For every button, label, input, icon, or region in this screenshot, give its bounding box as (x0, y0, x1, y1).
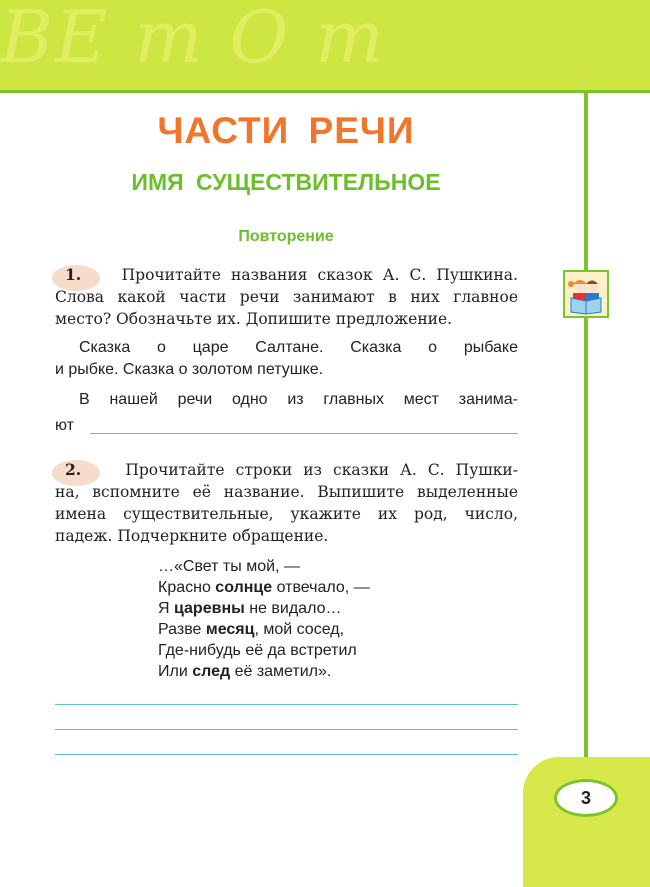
task-line: имена существительные, укажите их род, число, (55, 505, 518, 523)
poem-text: , мой сосед, (254, 621, 345, 638)
task-line: на, вспомните её название. Выпишите выделенные (55, 483, 518, 501)
answer-line[interactable] (55, 754, 518, 755)
highlighted-noun: след (192, 663, 231, 680)
text-line: ют (55, 417, 74, 434)
poem-line (158, 619, 370, 640)
exercise-1-task (55, 264, 518, 330)
highlighted-noun: месяц (205, 621, 255, 638)
task-text: Прочитайте названия сказок А. С. Пушкина. (121, 266, 518, 284)
decor-letters: ВЕ m О m (0, 0, 386, 79)
margin-line (584, 92, 588, 782)
text-line: Сказка о царе Салтане. Сказка о рыбаке (79, 339, 518, 356)
tales-text (55, 337, 518, 381)
poem (158, 556, 370, 682)
poem-text: отвечало, — (272, 579, 370, 596)
poem-text: Где-нибудь её да встретил (158, 642, 357, 659)
highlighted-noun: солнце (215, 579, 273, 596)
answer-line[interactable] (55, 729, 518, 730)
children-reading-icon (563, 270, 609, 318)
corner-tab (523, 757, 650, 887)
task-line: Слова какой части речи занимают в них главное (55, 288, 518, 306)
poem-text: Красно (158, 579, 216, 596)
poem-text: не видало… (244, 600, 342, 617)
page-subtitle: ИМЯ СУЩЕСТВИТЕЛЬНОЕ (131, 169, 441, 195)
poem-line (158, 640, 370, 661)
poem-text: её заметил». (230, 663, 332, 680)
task-line (55, 264, 518, 286)
poem-line (158, 598, 370, 619)
section-heading: Повторение (238, 228, 334, 245)
answer-line[interactable] (55, 704, 518, 705)
poem-text: Разве (158, 621, 206, 638)
task-line: падеж. Подчеркните обращение. (55, 527, 329, 545)
header-band (0, 0, 650, 93)
page-number: 3 (554, 779, 618, 817)
poem-text: …«Свет ты мой, — (158, 558, 300, 575)
poem-text: Или (158, 663, 193, 680)
poem-line (158, 577, 370, 598)
page-title: ЧАСТИ РЕЧИ (157, 110, 415, 151)
text-line: и рыбке. Сказка о золотом петушке. (55, 361, 324, 378)
poem-line (158, 661, 370, 682)
exercise-number: 1. (65, 265, 82, 284)
exercise-number: 2. (65, 460, 82, 479)
poem-text: Я (158, 600, 174, 617)
poem-line (158, 556, 370, 577)
sentence-to-complete (55, 389, 518, 437)
exercise-2-task (55, 459, 518, 547)
highlighted-noun: царевны (174, 600, 245, 617)
text-line: В нашей речи одно из главных мест занима- (79, 391, 518, 408)
task-text: Прочитайте строки из сказки А. С. Пушки- (125, 461, 518, 479)
task-line: место? Обозначьте их. Допишите предложение. (55, 310, 453, 328)
answer-line[interactable] (90, 433, 518, 434)
task-line (55, 459, 518, 481)
